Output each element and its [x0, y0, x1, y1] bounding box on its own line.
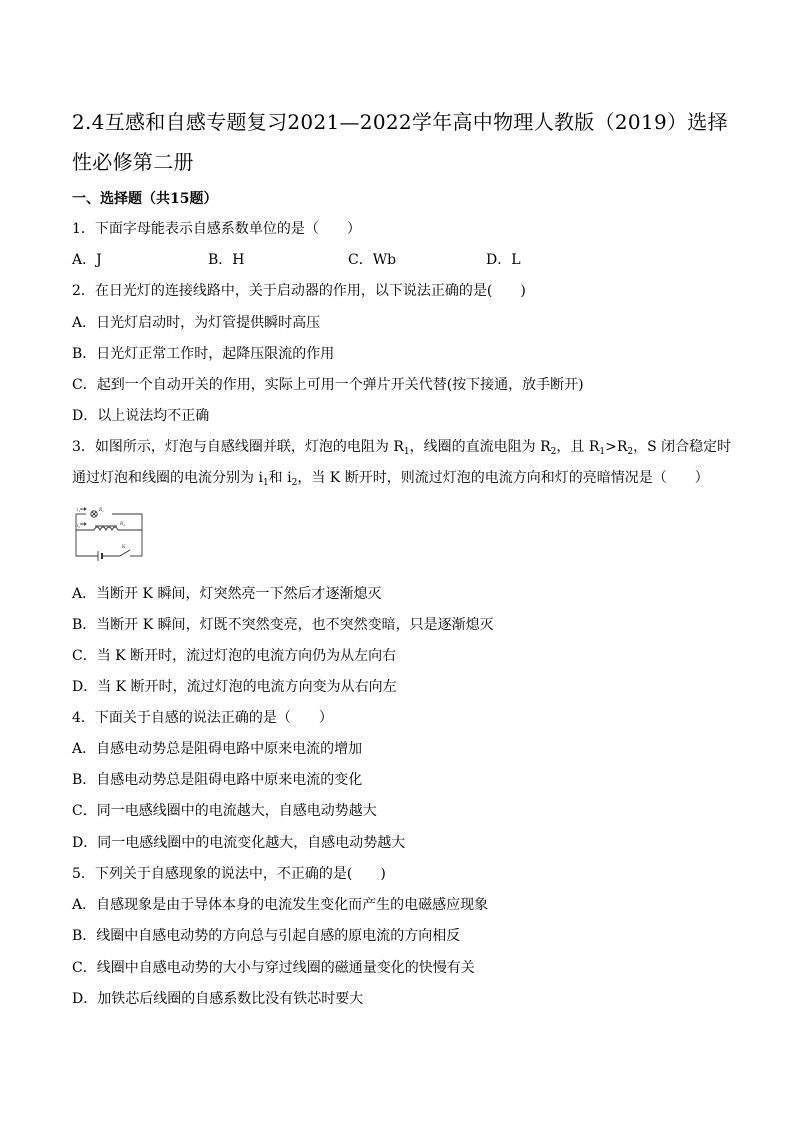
q3-text: ，且 R [556, 439, 600, 455]
label-i1: $i_1$ [77, 508, 81, 513]
q3-text: >R [605, 439, 628, 455]
section-heading: 一、选择题（共15题） [72, 191, 218, 207]
q1-option-c: C．Wb [348, 252, 397, 268]
q3-option-a: A．当断开 K 瞬间，灯突然亮一下然后才逐渐熄灭 [72, 586, 382, 602]
q5-option-b: B．线圈中自感电动势的方向总与引起自感的原电流的方向相反 [72, 928, 461, 944]
q3-subscript: 1 [403, 447, 410, 457]
question-4-stem: 4．下面关于自感的说法正确的是（ ） [72, 710, 333, 726]
q3-subscript: 1 [599, 447, 606, 457]
question-2-stem: 2．在日光灯的连接线路中，关于启动器的作用，以下说法正确的是( ) [72, 283, 526, 299]
circuit-diagram [72, 506, 158, 564]
q3-text: ，当 K 断开时，则流过灯泡的电流方向和灯的亮暗情况是（ ） [297, 470, 709, 486]
q3-text: 通过灯泡和线圈的电流分别为 i [72, 470, 263, 486]
q3-text: ，S 闭合稳定时 [633, 439, 732, 455]
q4-option-a: A．自感电动势总是阻碍电路中原来电流的增加 [72, 741, 363, 757]
q3-text: 3．如图所示，灯泡与自感线圈并联，灯泡的电阻为 R [72, 439, 404, 455]
q3-text: 和 i [268, 470, 292, 486]
question-1-stem: 1．下面字母能表示自感系数单位的是（ ） [72, 221, 361, 237]
q2-option-d: D．以上说法均不正确 [72, 408, 210, 424]
q5-option-a: A．自感现象是由于导体本身的电流发生变化而产生的电磁感应现象 [72, 897, 489, 913]
q5-option-c: C．线圈中自感电动势的大小与穿过线圈的磁通量变化的快慢有关 [72, 960, 475, 976]
q3-subscript: 1 [262, 478, 269, 488]
question-5-stem: 5．下列关于自感现象的说法中，不正确的是( ) [72, 866, 386, 882]
document-title: 2.4互感和自感专题复习2021—2022学年高中物理人教版（2019）选择性必修第二册 [72, 110, 728, 174]
label-r1: $R_1$ [99, 508, 104, 513]
q2-option-c: C．起到一个自动开关的作用，实际上可用一个弹片开关代替(按下接通，放手断开) [72, 377, 584, 393]
q2-option-b: B．日光灯正常工作时，起降压限流的作用 [72, 346, 335, 362]
question-3-stem-line1 [72, 436, 731, 456]
q1-option-d: D．L [486, 252, 521, 268]
q1-option-a: A．J [72, 252, 102, 268]
q2-option-a: A．日光灯启动时，为灯管提供瞬时高压 [72, 315, 321, 331]
q4-option-c: C．同一电感线圈中的电流越大，自感电动势越大 [72, 803, 377, 819]
label-k: K [122, 545, 126, 550]
q3-subscript: 2 [627, 447, 634, 457]
q3-option-d: D．当 K 断开时，流过灯泡的电流方向变为从右向左 [72, 679, 397, 695]
q4-option-b: B．自感电动势总是阻碍电路中原来电流的变化 [72, 772, 363, 788]
label-i2: $i_2$ [77, 524, 81, 529]
label-r2: $R_2$ [120, 522, 125, 527]
question-3-stem-line2 [72, 467, 709, 487]
q1-option-b: B．H [208, 252, 245, 268]
q3-subscript: 2 [550, 447, 557, 457]
q3-subscript: 2 [291, 478, 298, 488]
q4-option-d: D．同一电感线圈中的电流变化越大，自感电动势越大 [72, 835, 406, 851]
q3-text: ，线圈的直流电阻为 R [409, 439, 551, 455]
q3-option-b: B．当断开 K 瞬间，灯既不突然变亮，也不突然变暗，只是逐渐熄灭 [72, 617, 494, 633]
q3-option-c: C．当 K 断开时，流过灯泡的电流方向仍为从左向右 [72, 648, 397, 664]
q5-option-d: D．加铁芯后线圈的自感系数比没有铁芯时要大 [72, 991, 364, 1007]
